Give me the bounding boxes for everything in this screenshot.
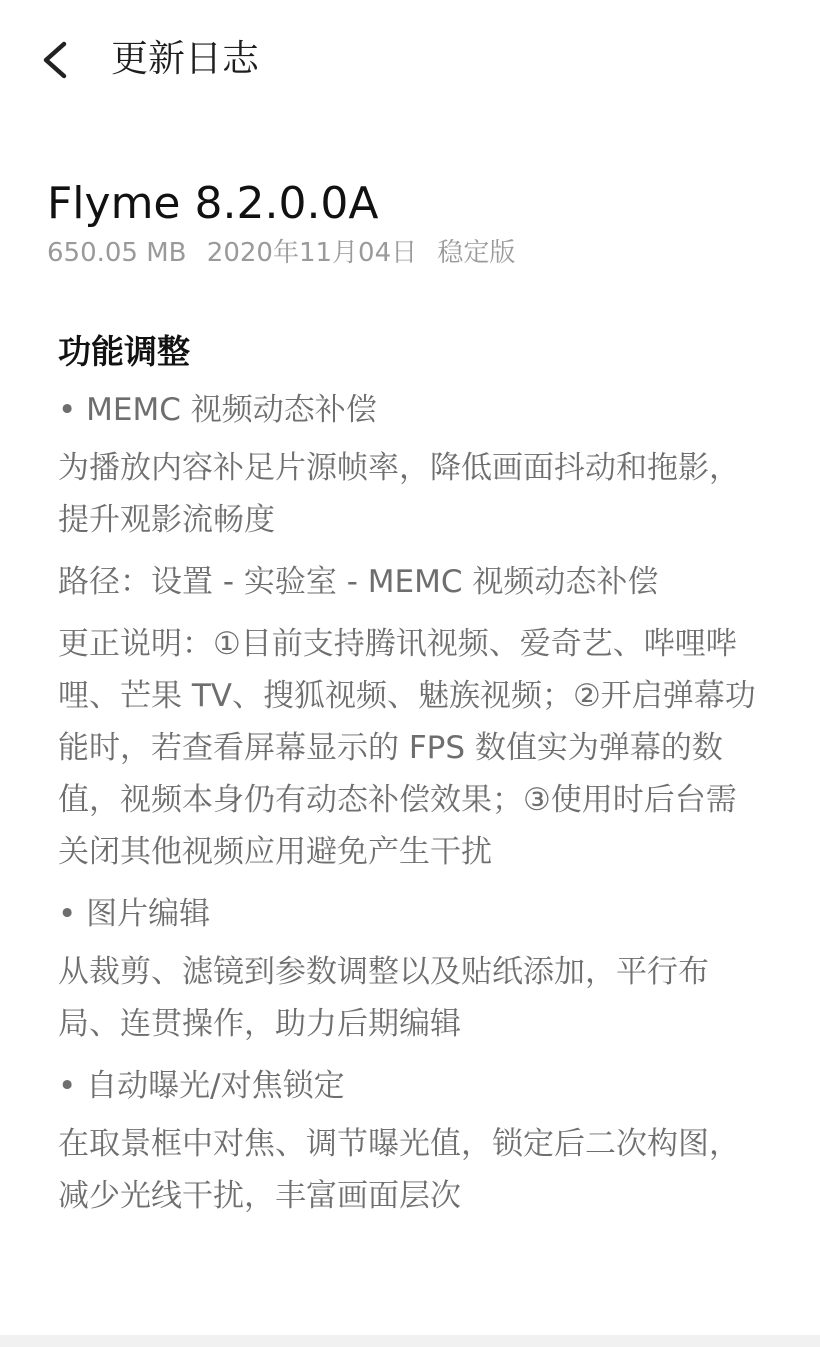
release-date: 2020年11月04日 <box>206 238 418 268</box>
release-channel: 稳定版 <box>437 238 516 268</box>
feature-title-image-edit: • 图片编辑 <box>58 896 211 932</box>
feature-description: 为播放内容补足片源帧率，降低画面抖动和拖影，提升观影流畅度 <box>58 450 740 538</box>
section-title: 功能调整 <box>58 332 190 371</box>
app-header <box>0 0 820 120</box>
release-version: Flyme 8.2.0.0A <box>47 178 379 229</box>
back-button[interactable] <box>28 30 84 90</box>
page-title: 更新日志 <box>111 37 259 80</box>
feature-title-memc: • MEMC 视频动态补偿 <box>58 392 377 428</box>
chevron-left-icon <box>40 40 72 80</box>
feature-description: 在取景框中对焦、调节曝光值，锁定后二次构图，减少光线干扰，丰富画面层次 <box>58 1126 740 1214</box>
feature-title-ae-af-lock: • 自动曝光/对焦锁定 <box>58 1068 345 1104</box>
feature-path: 路径：设置 - 实验室 - MEMC 视频动态补偿 <box>58 564 659 600</box>
release-meta <box>47 235 527 271</box>
release-size: 650.05 MB <box>47 238 187 268</box>
feature-description: 从裁剪、滤镜到参数调整以及贴纸添加，平行布局、连贯操作，助力后期编辑 <box>58 954 709 1042</box>
changelog-content <box>58 326 758 1232</box>
bottom-divider <box>0 1335 820 1347</box>
feature-correction-note: 更正说明：①目前支持腾讯视频、爱奇艺、哔哩哔哩、芒果 TV、搜狐视频、魅族视频；②开启弹幕功能时，若查看屏幕显示的 FPS 数值实为弹幕的数值，视频本身仍有动态补偿效果；③使用时后台需关闭其他视频应用避免产生干扰 <box>58 626 756 870</box>
